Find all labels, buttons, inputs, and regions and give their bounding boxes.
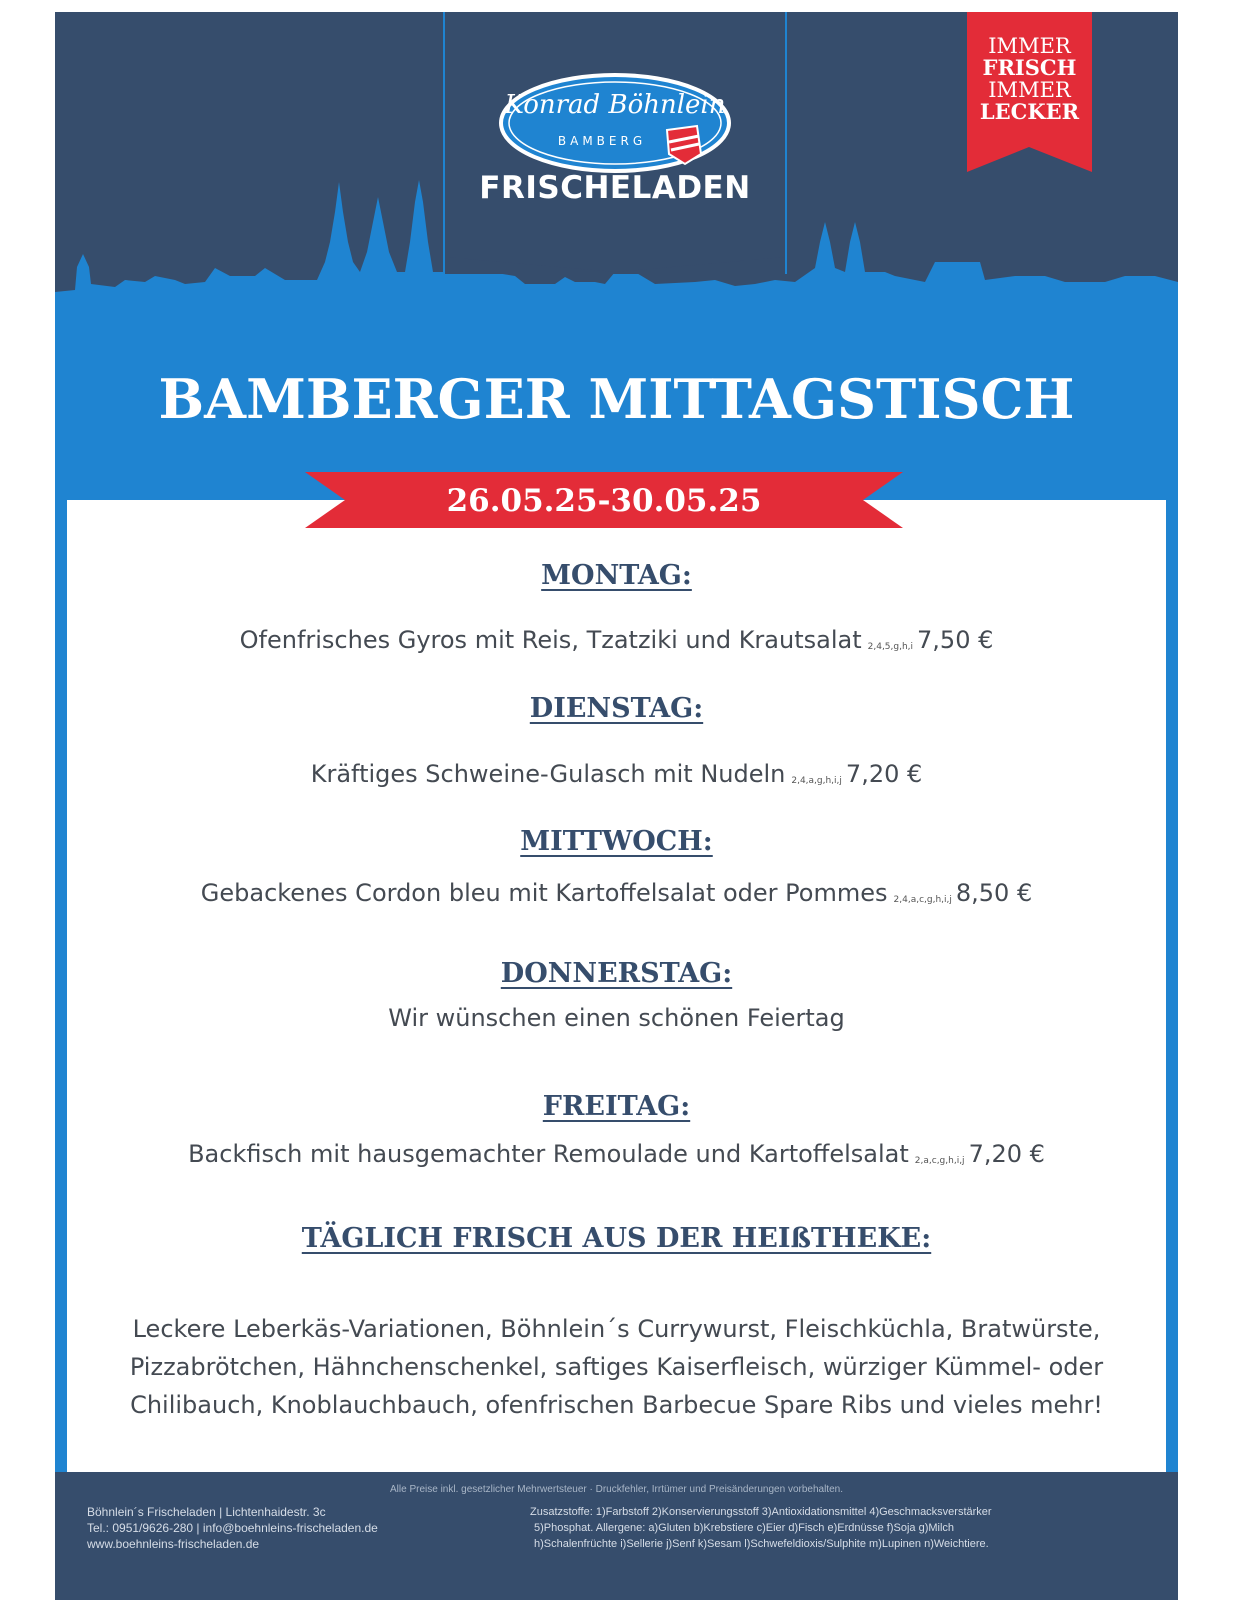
allergen-codes: 2,4,5,g,h,i [867,642,914,652]
day-heading-monday: MONTAG: [541,560,692,591]
shop-phone-email: Tel.: 0951/9626-280 | info@boehnleins-frischeladen.de [87,1521,378,1535]
date-range: 26.05.25-30.05.25 [446,483,762,519]
day-heading-wednesday: MITTWOCH: [520,826,713,857]
dish-tuesday [67,760,1166,788]
menu-sheet [55,12,1178,1600]
hot-counter-line: Pizzabrötchen, Hähnchenschenkel, saftiges Kaiserfleisch, würziger Kümmel- oder [129,1353,1104,1381]
dish-price: 7,50 € [917,626,994,654]
ribbon-line-2: FRISCH [982,55,1077,80]
shop-address: Böhnlein´s Frischeladen | Lichtenhaidestr. 3c [87,1505,326,1519]
dish-wednesday [67,879,1166,907]
ribbon-line-1: IMMER [988,34,1071,58]
ribbon-line-4: LECKER [979,99,1080,124]
dish-friday [67,1140,1166,1168]
allergen-codes: 2,a,c,g,h,i,j [914,1156,965,1166]
dish-name: Kräftiges Schweine-Gulasch mit Nudeln [310,760,786,788]
day-heading-friday: FREITAG: [542,1091,691,1122]
dish-price: 7,20 € [845,760,923,788]
hot-counter-line: Leckere Leberkäs-Variationen, Böhnlein´s Currywurst, Fleischküchla, Bratwürste, [132,1315,1101,1343]
dish-price: 7,20 € [968,1140,1045,1168]
page-title: BAMBERGER MITTAGSTISCH [158,367,1075,431]
allergens-line-1: 5)Phosphat. Allergene: a)Gluten b)Krebstiere c)Eier d)Fisch e)Erdnüsse f)Soja g)Milch [534,1522,955,1534]
price-note: Alle Preise inkl. gesetzlicher Mehrwertsteuer · Druckfehler, Irrtümer und Preisänderungen vorbehalten. [390,1484,843,1495]
hot-counter-line: Chilibauch, Knoblauchbauch, ofenfrischen Barbecue Spare Ribs und vieles mehr! [130,1391,1103,1419]
hot-counter-text [107,1310,1126,1424]
additives-line: Zusatzstoffe: 1)Farbstoff 2)Konservierungsstoff 3)Antioxidationsmittel 4)Geschmacksverstärker [530,1506,992,1518]
dish-name: Ofenfrisches Gyros mit Reis, Tzatziki und Krautsalat [239,626,862,654]
dish-name: Backfisch mit hausgemachter Remoulade und Kartoffelsalat [188,1140,909,1168]
dish-thursday [67,1004,1166,1032]
dish-monday [67,626,1166,654]
logo-script-text: Konrad Böhnlein [504,90,726,120]
day-heading-thursday: DONNERSTAG: [500,958,733,989]
ribbon-line-3: IMMER [988,78,1071,102]
allergen-codes: 2,4,a,c,g,h,i,j [893,895,952,905]
dish-name: Gebackenes Cordon bleu mit Kartoffelsalat oder Pommes [200,879,888,907]
brand-name: FRISCHELADEN [479,170,751,206]
ribbon-text [967,35,1092,123]
logo-panel [443,12,787,274]
allergens-line-2: h)Schalenfrüchte i)Sellerie j)Senf k)Sesam l)Schwefeldioxis/Sulphite m)Lupinen n)Weichtiere. [534,1538,989,1550]
shop-contact [87,1504,378,1552]
allergen-codes: 2,4,a,g,h,i,j [791,776,842,786]
footer [55,1472,1178,1600]
allergen-legend [530,1504,1150,1552]
day-heading-tuesday: DIENSTAG: [529,693,704,724]
hot-counter-heading: TÄGLICH FRISCH AUS DER HEIßTHEKE: [301,1223,932,1254]
logo-badge [497,70,733,176]
menu-panel [67,500,1166,1484]
dish-name: Wir wünschen einen schönen Feiertag [388,1004,845,1032]
logo-city-text: BAMBERG [557,134,647,148]
logo-panel-tip [445,237,785,277]
shop-website: www.boehnleins-frischeladen.de [87,1537,260,1551]
dish-price: 8,50 € [955,879,1033,907]
